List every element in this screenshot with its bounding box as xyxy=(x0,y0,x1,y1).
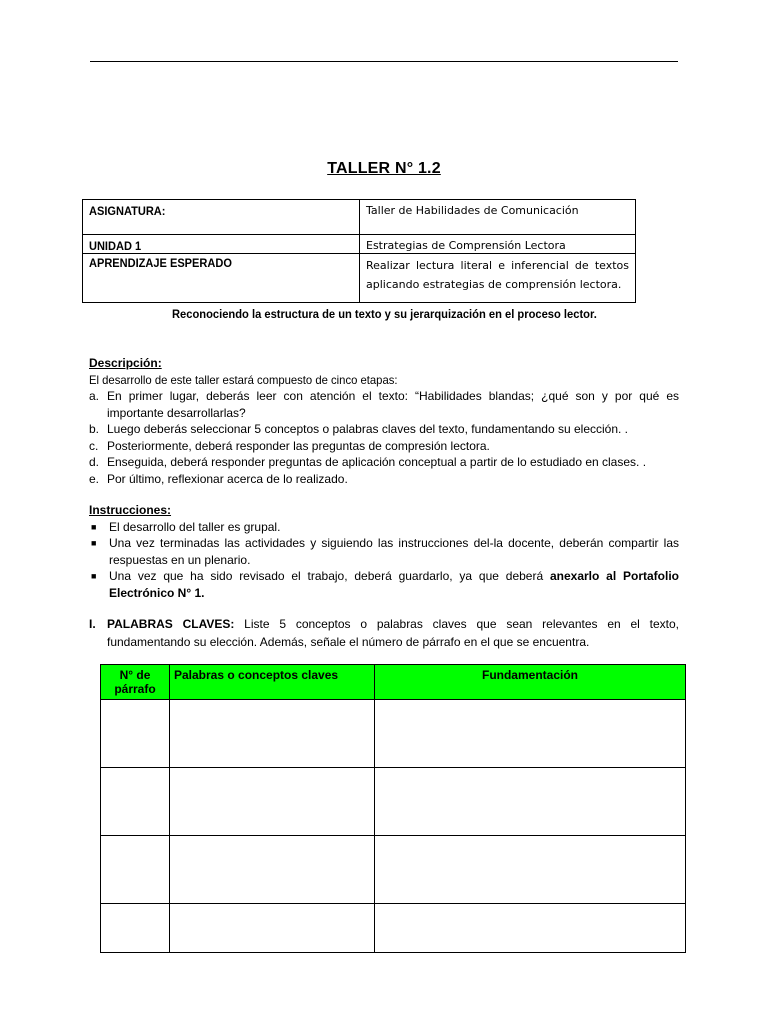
info-table xyxy=(82,199,636,303)
section-heading: PALABRAS CLAVES: xyxy=(107,617,235,631)
subtitle-text: Reconociendo la estructura de un texto y su jerarquización en el proceso lector. xyxy=(171,307,597,321)
description-intro: El desarrollo de este taller estará compuesto de cinco etapas: xyxy=(89,372,398,387)
table-row xyxy=(101,768,686,836)
table-row xyxy=(101,836,686,904)
header-rationale: Fundamentación xyxy=(375,665,686,700)
list-text xyxy=(109,568,679,601)
cell-rationale[interactable] xyxy=(375,836,686,904)
list-marker: e. xyxy=(89,471,100,486)
section-keywords xyxy=(89,615,679,651)
list-text: Enseguida, deberá responder preguntas de aplicación conceptual a partir de lo estudiado en clases. . xyxy=(107,455,647,469)
cell-paragraph-number[interactable] xyxy=(101,768,170,836)
instructions-heading: Instrucciones: xyxy=(89,503,172,517)
list-text-plain: Una vez que ha sido revisado el trabajo, deberá guardarlo, ya que deberá xyxy=(109,569,550,583)
header-rule xyxy=(90,61,678,62)
list-item xyxy=(89,471,679,488)
subtitle xyxy=(0,307,768,321)
list-marker: d. xyxy=(89,455,100,469)
info-row-unit xyxy=(83,235,636,254)
info-label: APRENDIZAJE ESPERADO xyxy=(83,254,338,303)
list-marker: b. xyxy=(89,422,100,436)
cell-paragraph-number[interactable] xyxy=(101,836,170,904)
list-text: El desarrollo del taller es grupal. xyxy=(109,519,281,534)
list-item xyxy=(89,454,679,471)
description-section xyxy=(89,355,679,487)
cell-keyword[interactable] xyxy=(170,768,375,836)
table-row xyxy=(101,904,686,953)
list-item xyxy=(89,535,679,568)
list-item xyxy=(89,519,679,536)
list-marker: a. xyxy=(89,389,100,403)
cell-rationale[interactable] xyxy=(375,768,686,836)
info-label: ASIGNATURA: xyxy=(83,200,338,235)
cell-rationale[interactable] xyxy=(375,904,686,953)
info-row-outcome xyxy=(83,254,636,303)
cell-paragraph-number[interactable] xyxy=(101,700,170,768)
list-item xyxy=(89,568,679,601)
list-item xyxy=(89,438,679,455)
info-value: Realizar lectura literal e inferencial de textos aplicando estrategias de comprensión lectora. xyxy=(360,254,636,303)
list-marker: c. xyxy=(89,438,99,453)
page-title: TALLER N° 1.2 xyxy=(327,160,441,177)
section-number: I. xyxy=(89,617,96,631)
instructions-section xyxy=(89,502,679,601)
info-label: UNIDAD 1 xyxy=(83,235,338,254)
list-text-bold: anexarlo al Portafolio Electrónico N° 1. xyxy=(109,569,679,600)
header-keywords: Palabras o conceptos claves xyxy=(170,665,375,700)
list-text: Luego deberás seleccionar 5 conceptos o palabras claves del texto, fundamentando su elección. . xyxy=(107,422,629,436)
info-row-subject xyxy=(83,200,636,235)
list-item xyxy=(89,388,679,421)
table-row xyxy=(101,700,686,768)
info-value: Estrategias de Comprensión Lectora xyxy=(360,235,636,254)
cell-paragraph-number[interactable] xyxy=(101,904,170,953)
description-heading: Descripción: xyxy=(89,356,162,370)
cell-keyword[interactable] xyxy=(170,700,375,768)
info-value: Taller de Habilidades de Comunicación xyxy=(360,200,636,235)
list-text: Posteriormente, deberá responder las preguntas de compresión lectora. xyxy=(107,438,490,453)
keywords-header-row xyxy=(101,665,686,700)
section-body xyxy=(107,615,679,651)
list-text: En primer lugar, deberás leer con atención el texto: “Habilidades blandas; ¿qué son y por qué es importante desarrollarlas? xyxy=(107,389,679,420)
list-text: Por último, reflexionar acerca de lo realizado. xyxy=(107,471,348,486)
list-text: Una vez terminadas las actividades y siguiendo las instrucciones del-la docente, deberán compartir las respuestas en un plenario. xyxy=(109,536,679,567)
cell-rationale[interactable] xyxy=(375,700,686,768)
cell-keyword[interactable] xyxy=(170,904,375,953)
bullet-icon: ■ xyxy=(91,538,97,548)
bullet-icon: ■ xyxy=(91,571,97,581)
keywords-table xyxy=(100,664,686,953)
bullet-icon: ■ xyxy=(91,521,97,532)
header-paragraph-number: N° de párrafo xyxy=(101,665,170,700)
list-item xyxy=(89,421,679,438)
cell-keyword[interactable] xyxy=(170,836,375,904)
section-text: Liste 5 conceptos o palabras claves que sean relevantes en el texto, fundamentando su elección. Además, señale el número de párrafo en el que se encuentra. xyxy=(107,617,679,649)
